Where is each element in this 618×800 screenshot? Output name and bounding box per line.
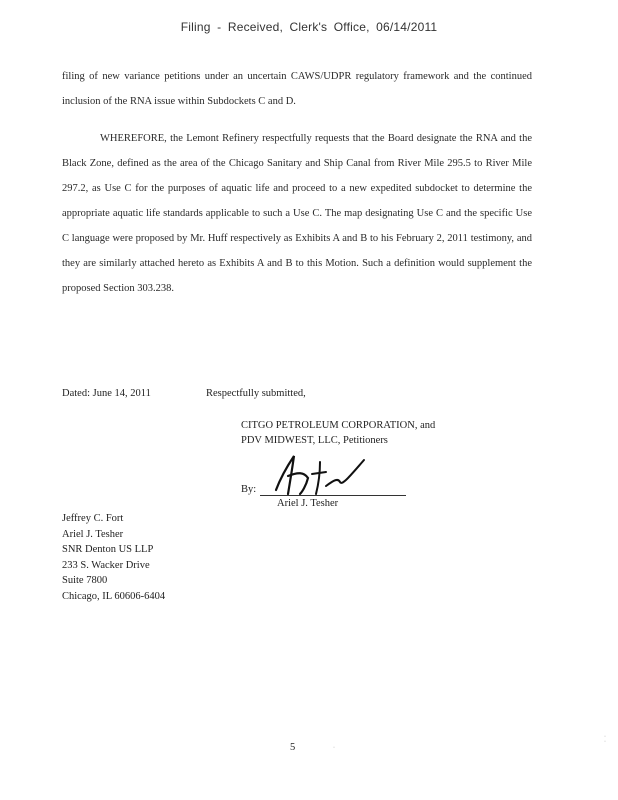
page-number: 5 <box>290 742 296 753</box>
handwritten-signature <box>268 452 388 498</box>
date-line: Dated: June 14, 2011 <box>62 388 151 399</box>
address-line: SNR Denton US LLP <box>62 544 154 555</box>
filing-header: Filing - Received, Clerk's Office, 06/14/2011 <box>180 20 438 34</box>
address-line: Ariel J. Tesher <box>62 528 124 540</box>
address-line: Jeffrey C. Fort <box>62 513 124 524</box>
petitioner-line-2: PDV MIDWEST, LLC, Petitioners <box>241 435 388 446</box>
signer-name: Ariel J. Tesher <box>277 498 339 509</box>
address-line: Chicago, IL 60606-6404 <box>62 590 166 602</box>
scan-speck: · <box>333 745 335 751</box>
paragraph-wherefore: WHEREFORE, the Lemont Refinery respectfully requests that the Board designate the RNA and the Black Zone, defined as the area of the Chicago Sanitary and Ship Canal from River Mile 295.5 to River Mile 297.2, as Use C for the purposes of aquatic life and proceed to a new expedited subdocket to determine the appropriate aquatic life standards applicable to such a Use C. The map designating Use C and the specific Use C language were proposed by Mr. Huff respectively as Exhibits A and B to his February 2, 2011 testimony, and they are similarly attached hereto as Exhibits A and B to this Motion. Such a definition would supplement the proposed Section 303.238. <box>62 133 532 294</box>
address-line: Suite 7800 <box>62 575 108 586</box>
petitioners-block <box>241 418 435 448</box>
address-line: 233 S. Wacker Drive <box>62 559 150 571</box>
petitioner-line-1: CITGO PETROLEUM CORPORATION, and <box>241 420 436 431</box>
by-label: By: <box>241 484 257 495</box>
paragraph-continuation: filing of new variance petitions under an uncertain CAWS/UDPR regulatory framework and the continued inclusion of the RNA issue within Subdockets C and D. <box>62 71 532 107</box>
attorney-address-block <box>62 511 165 604</box>
respectfully-submitted: Respectfully submitted, <box>206 388 306 399</box>
scan-speck: · · <box>604 734 606 745</box>
